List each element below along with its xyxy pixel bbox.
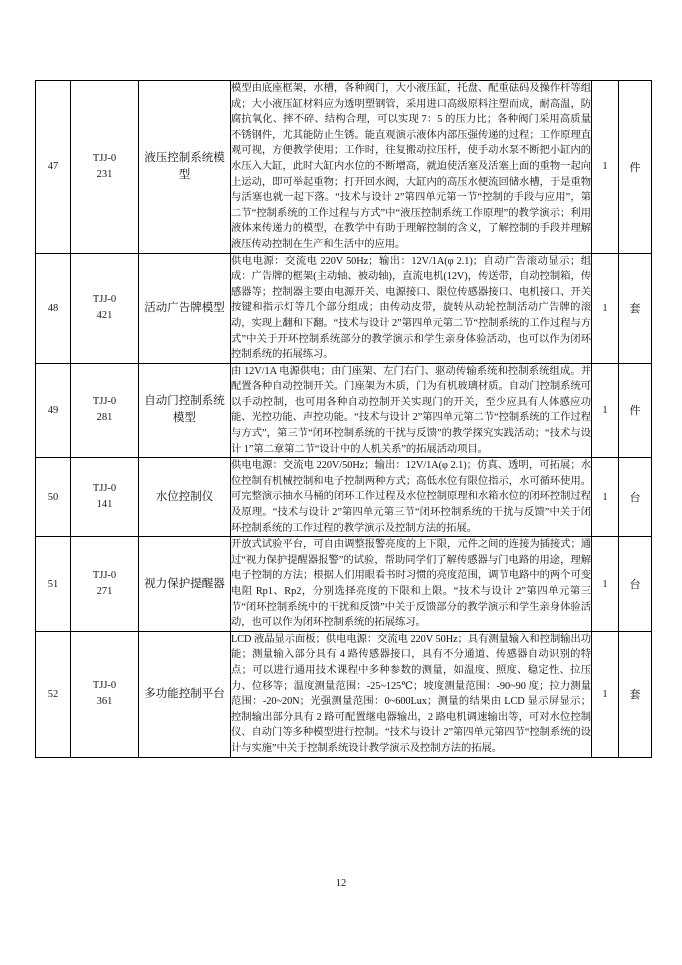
row-code-line-1: TJJ-0	[92, 152, 117, 164]
row-unit: 套	[619, 631, 652, 757]
row-code	[71, 537, 139, 632]
row-unit: 套	[619, 253, 652, 363]
table-row	[36, 537, 652, 632]
row-description: 开放式试验平台，可自由调整报警亮度的上下限，元件之间的连接为插接式；通过“视力保护提醒器报警”的试验，帮助同学们了解传感器与门电路的用途，理解电子控制的方法；根据人们用眼看书时习惯的亮度范围，调节电路中的两个可变电阻 Rp1、Rp2，分别选择亮度的下限和上限。“技术与设计 2”第四单元第三节“闭环控制系统中的干扰和反馈”中关于反馈部分的教学演示和学生亲身体验活动，也可以作为闭环控制系统的拓展练习。	[231, 537, 592, 632]
table-body	[36, 81, 652, 758]
row-item-name: 液压控制系统模型	[139, 81, 231, 254]
row-code	[71, 458, 139, 537]
row-description: LCD 液晶显示面板；供电电源：交流电 220V 50Hz；具有测量输入和控制输出功能；测量输入部分具有 4 路传感器接口，具有不分通道、传感器自动识别的特点；可以进行通用技术课程中多种参数的测量，如温度、照度、稳定性、拉压力、位移等；温度测量范围：-25~125℃；坡度测量范围：-90~90 度；拉力测量范围：-20~20N；光强测量范围：0~600Lux；测量的结果由 LCD 显示屏显示；控制输出部分具有 2 路可配置继电器输出，2 路电机调速输出等，可对水位控制仪、自动门等多种模型进行控制。“技术与设计 2”第四单元第四节“控制系统的设计与实施”中关于控制系统设计教学演示及控制方法的拓展。	[231, 631, 592, 757]
row-item-name: 水位控制仪	[139, 458, 231, 537]
row-item-name: 视力保护提醒器	[139, 537, 231, 632]
row-number: 52	[36, 631, 71, 757]
row-code-line-2: 281	[96, 412, 113, 424]
row-code	[71, 81, 139, 254]
row-code	[71, 631, 139, 757]
row-code-line-2: 271	[96, 586, 113, 597]
row-code	[71, 253, 139, 363]
row-unit: 件	[619, 81, 652, 254]
row-quantity: 1	[592, 253, 619, 363]
page-number: 12	[335, 878, 347, 889]
table-row	[36, 631, 652, 757]
row-item-name: 多功能控制平台	[139, 631, 231, 757]
table-row	[36, 458, 652, 537]
row-code	[71, 363, 139, 458]
row-quantity: 1	[592, 537, 619, 632]
row-item-name: 自动门控制系统模型	[139, 363, 231, 458]
row-code-line-2: 231	[96, 168, 113, 180]
row-unit: 台	[619, 537, 652, 632]
row-code-line-1: TJJ-0	[92, 570, 117, 581]
row-number: 47	[36, 81, 71, 254]
row-quantity: 1	[592, 631, 619, 757]
row-code-line-2: 421	[96, 310, 113, 322]
row-number: 50	[36, 458, 71, 537]
row-code-line-1: TJJ-0	[92, 483, 117, 495]
row-description: 模型由底座框架，水槽，各种阀门，大小液压缸，托盘、配重砝码及操作杆等组成；大小液压缸材料应为透明塑钢管，采用进口高级原料注塑而成，耐高温，防腐抗氧化、摔不碎、结构合理，可以实现 7：5 的压力比；各种阀门采用高质量不锈钢件，尤其能防止生锈。能直观演示液体内部压强传递的过程；工作原理直观可视，方便教学使用；工作时，往复搬动拉压杆，使手动水泵不断把小缸内的水压入大缸，此时大缸内水位的不断增高，就迫使活塞及活塞上面的重物一起向上运动，即可举起重物；打开回水阀，大缸内的高压水便流回储水槽，于是重物与活塞也就一起下落。“技术与设计 2”第四单元第一节“控制的手段与应用”，第二节“控制系统的工作过程与方式”中“液压控制系统工作原理”的教学演示；利用液体来传递力的模型，在教学中有助于理解控制的含义，了解控制的手段并理解液压传动控制在生产和生活中的应用。	[231, 81, 592, 254]
row-description: 由 12V/1A 电源供电；由门座架、左门右门、驱动传输系统和控制系统组成。并配置各种自动控制开关。门座架为木质，门为有机玻璃材质。自动门控制系统可以手动控制，也可用各种自动控制开关实现门的开关，至少应具有人体感应功能、光控功能、声控功能。“技术与设计 2”第四单元第二节“控制系统的工作过程与方式”，第三节“闭环控制系统的干扰与反馈”的教学探究实践活动；“技术与设计 1”第二章第二节“设计中的人机关系”的拓展活动项目。	[231, 363, 592, 458]
table-row	[36, 253, 652, 363]
row-unit: 件	[619, 363, 652, 458]
row-number: 49	[36, 363, 71, 458]
row-unit: 台	[619, 458, 652, 537]
row-number: 51	[36, 537, 71, 632]
table-row	[36, 363, 652, 458]
row-quantity: 1	[592, 363, 619, 458]
row-quantity: 1	[592, 458, 619, 537]
table-row	[36, 81, 652, 254]
row-code-line-1: TJJ-0	[92, 294, 117, 306]
equipment-spec-table	[35, 80, 652, 758]
row-code-line-1: TJJ-0	[92, 680, 117, 692]
row-code-line-2: 361	[96, 696, 113, 708]
row-description: 供电电源：交流电 220V/50Hz；输出：12V/1A(φ 2.1)；仿真、透明，可拓展；水位控制有机械控制和电子控制两种方式；高低水位有限位指示，水可循环使用。可完整演示抽水马桶的闭环工作过程及水位控制原理和水箱水位的闭环控制过程及原理。“技术与设计 2”第四单元第三节“闭环控制系统的干扰与反馈”中关于闭环控制系统的工作过程的教学演示及控制方法的拓展。	[231, 458, 592, 537]
row-code-line-2: 141	[96, 499, 113, 511]
row-quantity: 1	[592, 81, 619, 254]
row-description: 供电电源：交流电 220V 50Hz；输出：12V/1A(φ 2.1)；自动广告滚动显示；组成：广告牌的框架(主动轴、被动轴)，直流电机(12V)，传送带，自动控制箱，传感器等；控制器主要由电源开关、电源接口、限位传感器接口、电机接口、开关按键和指示灯等几个部分组成；由传动皮带，旋转从动轮控制活动广告牌的滚动，实现上翻和下翻。“技术与设计 2”第四单元第二节“控制系统的工作过程与方式”中关于开环控制系统部分的教学演示和学生亲身体验活动，也可以作为闭环控制系统的拓展练习。	[231, 253, 592, 363]
row-code-line-1: TJJ-0	[92, 396, 117, 408]
row-number: 48	[36, 253, 71, 363]
row-item-name: 活动广告牌模型	[139, 253, 231, 363]
